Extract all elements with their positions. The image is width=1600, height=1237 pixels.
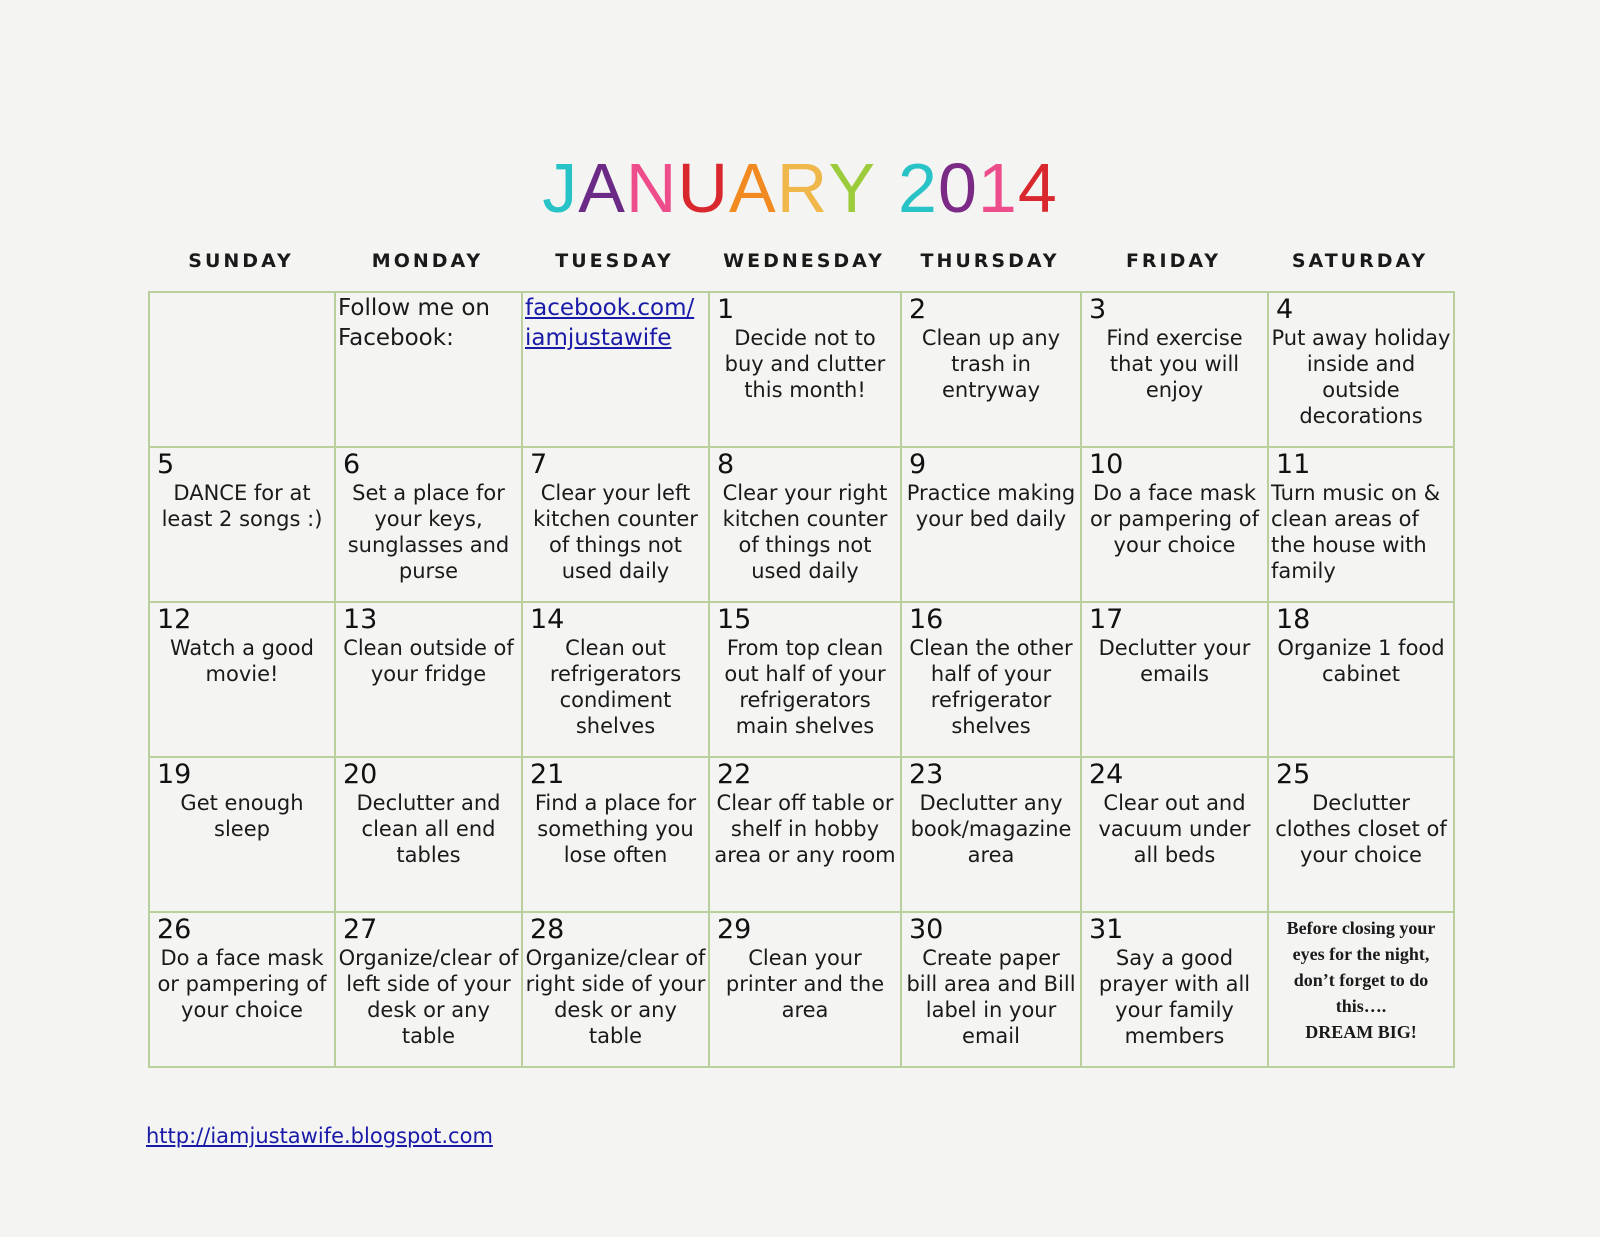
day-task: Clean up any trash in entryway [921, 326, 1061, 402]
facebook-link[interactable]: facebook.com/ iamjustawife [525, 295, 695, 351]
day-cell [709, 912, 901, 1067]
day-cell [1081, 447, 1268, 602]
day-cell [1081, 757, 1268, 912]
day-number: 24 [1089, 759, 1124, 790]
week-row [149, 447, 1454, 602]
day-cell [335, 602, 522, 757]
day-cell [901, 292, 1081, 447]
title-letter: R [776, 149, 829, 227]
day-cell [901, 912, 1081, 1067]
day-task: Create paper bill area and Bill label in your email [906, 946, 1076, 1048]
day-task: Organize/clear of left side of your desk or any table [338, 946, 519, 1048]
day-number: 31 [1089, 914, 1124, 945]
day-cell [335, 912, 522, 1067]
day-cell [1268, 292, 1454, 447]
day-cell [901, 447, 1081, 602]
day-task: Organize/clear of right side of your desk or any table [525, 946, 706, 1048]
day-header-saturday: SATURDAY [1291, 250, 1429, 272]
title-letter: U [677, 149, 730, 227]
day-cell [1081, 912, 1268, 1067]
day-cell [522, 757, 709, 912]
day-header-sunday: SUNDAY [188, 250, 294, 272]
day-task: Declutter and clean all end tables [356, 791, 501, 867]
day-task: Practice making your bed daily [906, 481, 1076, 531]
day-header-tuesday: TUESDAY [555, 250, 674, 272]
day-task: Declutter any book/magazine area [910, 791, 1072, 867]
week-row [149, 912, 1454, 1067]
day-task: Clear out and vacuum under all beds [1098, 791, 1251, 867]
day-task: DANCE for at least 2 songs :) [161, 481, 323, 531]
title-letter: Y [828, 149, 877, 227]
day-number: 14 [530, 604, 565, 635]
calendar-title [0, 148, 1600, 228]
title-letter: 1 [977, 149, 1018, 227]
day-cell [901, 602, 1081, 757]
day-number: 21 [530, 759, 565, 790]
closing-note [1271, 913, 1451, 1045]
day-number: 26 [157, 914, 192, 945]
day-cell [1268, 447, 1454, 602]
day-task: Declutter your emails [1098, 636, 1251, 686]
day-number: 11 [1276, 449, 1311, 480]
day-task: Find exercise that you will enjoy [1106, 326, 1243, 402]
day-number: 2 [909, 294, 927, 325]
day-cell-closing-note [1268, 912, 1454, 1067]
day-number: 7 [530, 449, 548, 480]
title-letter: A [729, 149, 777, 227]
day-task: From top clean out half of your refrigerators main shelves [724, 636, 886, 738]
day-number: 22 [717, 759, 752, 790]
day-number: 3 [1089, 294, 1107, 325]
day-task: Clean the other half of your refrigerator shelves [909, 636, 1073, 738]
day-cell [149, 912, 335, 1067]
day-cell [522, 447, 709, 602]
week-row [149, 292, 1454, 447]
day-cell [901, 757, 1081, 912]
day-number: 27 [343, 914, 378, 945]
day-task: Do a face mask or pampering of your choice [157, 946, 327, 1022]
title-letter: A [578, 149, 626, 227]
day-task: Clean your printer and the area [725, 946, 885, 1022]
day-number: 10 [1089, 449, 1124, 480]
day-task: Get enough sleep [180, 791, 304, 841]
day-task: Organize 1 food cabinet [1277, 636, 1445, 686]
day-number: 13 [343, 604, 378, 635]
week-row [149, 757, 1454, 912]
day-number: 30 [909, 914, 944, 945]
day-task: Declutter clothes closet of your choice [1275, 791, 1447, 867]
day-task: Set a place for your keys, sunglasses and purse [347, 481, 510, 583]
day-task: Find a place for something you lose often [534, 791, 697, 867]
day-number: 1 [717, 294, 735, 325]
day-cell [149, 447, 335, 602]
day-task: Clear off table or shelf in hobby area or any room [714, 791, 896, 867]
day-cell [709, 292, 901, 447]
closing-note-dream-big: DREAM BIG! [1305, 1022, 1417, 1042]
day-cell [1268, 602, 1454, 757]
day-task: Watch a good movie! [170, 636, 314, 686]
day-header-wednesday: WEDNESDAY [723, 250, 885, 272]
day-task: Clear your left kitchen counter of things not used daily [533, 481, 698, 583]
day-cell-facebook-note [335, 292, 522, 447]
closing-note-text: Before closing your eyes for the night, don’t forget to do this…. [1286, 918, 1436, 1016]
day-cell-facebook-link [522, 292, 709, 447]
title-letter: N [625, 149, 678, 227]
day-task: Say a good prayer with all your family members [1098, 946, 1251, 1048]
day-cell [335, 757, 522, 912]
day-cell-empty [149, 292, 335, 447]
day-cell [1081, 292, 1268, 447]
day-cell [149, 602, 335, 757]
day-number: 16 [909, 604, 944, 635]
day-cell [709, 602, 901, 757]
day-number: 19 [157, 759, 192, 790]
day-cell [709, 757, 901, 912]
day-number: 17 [1089, 604, 1124, 635]
day-number: 6 [343, 449, 361, 480]
blog-link[interactable]: http://iamjustawife.blogspot.com [146, 1124, 493, 1148]
day-number: 5 [157, 449, 175, 480]
day-number: 12 [157, 604, 192, 635]
title-letter: 2 [898, 149, 938, 227]
day-task: Clear your right kitchen counter of things not used daily [722, 481, 888, 583]
week-row [149, 602, 1454, 757]
day-header-thursday: THURSDAY [920, 250, 1060, 272]
day-task: Decide not to buy and clutter this month! [724, 326, 886, 402]
day-header-monday: MONDAY [371, 250, 484, 272]
day-header-friday: FRIDAY [1125, 250, 1222, 272]
title-letter: 4 [1017, 149, 1058, 227]
day-number: 20 [343, 759, 378, 790]
day-number: 29 [717, 914, 752, 945]
day-number: 23 [909, 759, 944, 790]
day-task: Clean out refrigerators condiment shelves [549, 636, 682, 738]
calendar-grid [148, 291, 1455, 1068]
title-letter: 0 [937, 149, 978, 227]
day-task: Turn music on & clean areas of the house with family [1271, 481, 1441, 583]
day-cell [1268, 757, 1454, 912]
day-cell [149, 757, 335, 912]
day-number: 15 [717, 604, 752, 635]
day-cell [335, 447, 522, 602]
title-letter: J [542, 149, 579, 227]
day-task: Clean outside of your fridge [343, 636, 514, 686]
day-cell [522, 912, 709, 1067]
day-number: 8 [717, 449, 735, 480]
day-number: 18 [1276, 604, 1311, 635]
day-cell [709, 447, 901, 602]
day-task: Put away holiday inside and outside decorations [1271, 326, 1451, 428]
day-number: 9 [909, 449, 927, 480]
day-number: 25 [1276, 759, 1311, 790]
day-task: Do a face mask or pampering of your choice [1089, 481, 1260, 557]
facebook-note: Follow me on Facebook: [338, 295, 490, 351]
day-cell [1081, 602, 1268, 757]
day-cell [522, 602, 709, 757]
day-number: 28 [530, 914, 565, 945]
day-number: 4 [1276, 294, 1294, 325]
